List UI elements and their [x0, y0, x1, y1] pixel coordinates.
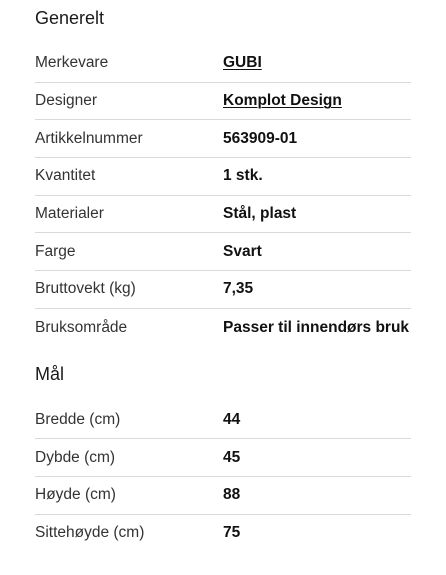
dimension-value: 88 — [223, 486, 241, 504]
spec-label: Bruttovekt (kg) — [35, 280, 136, 298]
dimension-row-depth — [35, 439, 411, 477]
dimension-row-seat-height — [35, 515, 411, 553]
dimension-label: Høyde (cm) — [35, 486, 116, 504]
spec-row-color — [35, 233, 411, 271]
designer-link[interactable]: Komplot Design — [223, 92, 342, 110]
general-section-title: Generelt — [35, 8, 105, 28]
spec-row-designer — [35, 83, 411, 121]
spec-row-materials — [35, 196, 411, 234]
dimension-label: Sittehøyde (cm) — [35, 524, 145, 542]
dimension-label: Bredde (cm) — [35, 410, 121, 428]
spec-label: Farge — [35, 242, 76, 260]
spec-value: Passer til innendørs bruk — [223, 318, 410, 336]
dimension-value: 45 — [223, 448, 241, 466]
spec-value — [223, 92, 342, 110]
spec-row-gross-weight — [35, 271, 411, 309]
spec-value: 1 stk. — [223, 167, 263, 185]
spec-row-quantity — [35, 158, 411, 196]
spec-row-brand — [35, 45, 411, 83]
spec-label: Bruksområde — [35, 318, 128, 336]
general-specs-table — [35, 45, 411, 347]
spec-label: Designer — [35, 92, 98, 110]
spec-value: Stål, plast — [223, 205, 297, 223]
product-specs — [35, 0, 411, 552]
dimension-value: 75 — [223, 524, 241, 542]
spec-label: Artikkelnummer — [35, 129, 143, 147]
spec-value — [223, 54, 262, 72]
dimension-row-height — [35, 477, 411, 515]
spec-row-article-number — [35, 120, 411, 158]
spec-label: Kvantitet — [35, 167, 96, 185]
spec-label: Materialer — [35, 205, 104, 223]
spec-value: 563909-01 — [223, 129, 298, 147]
dimensions-table — [35, 402, 411, 553]
spec-value: 7,35 — [223, 280, 254, 298]
spec-label: Merkevare — [35, 54, 109, 72]
dimension-row-width — [35, 402, 411, 440]
dimension-label: Dybde (cm) — [35, 448, 116, 466]
spec-value: Svart — [223, 242, 262, 260]
spec-row-usage — [35, 309, 411, 347]
dimensions-section-title: Mål — [35, 363, 65, 384]
dimension-value: 44 — [223, 410, 241, 428]
brand-link[interactable]: GUBI — [223, 54, 262, 72]
